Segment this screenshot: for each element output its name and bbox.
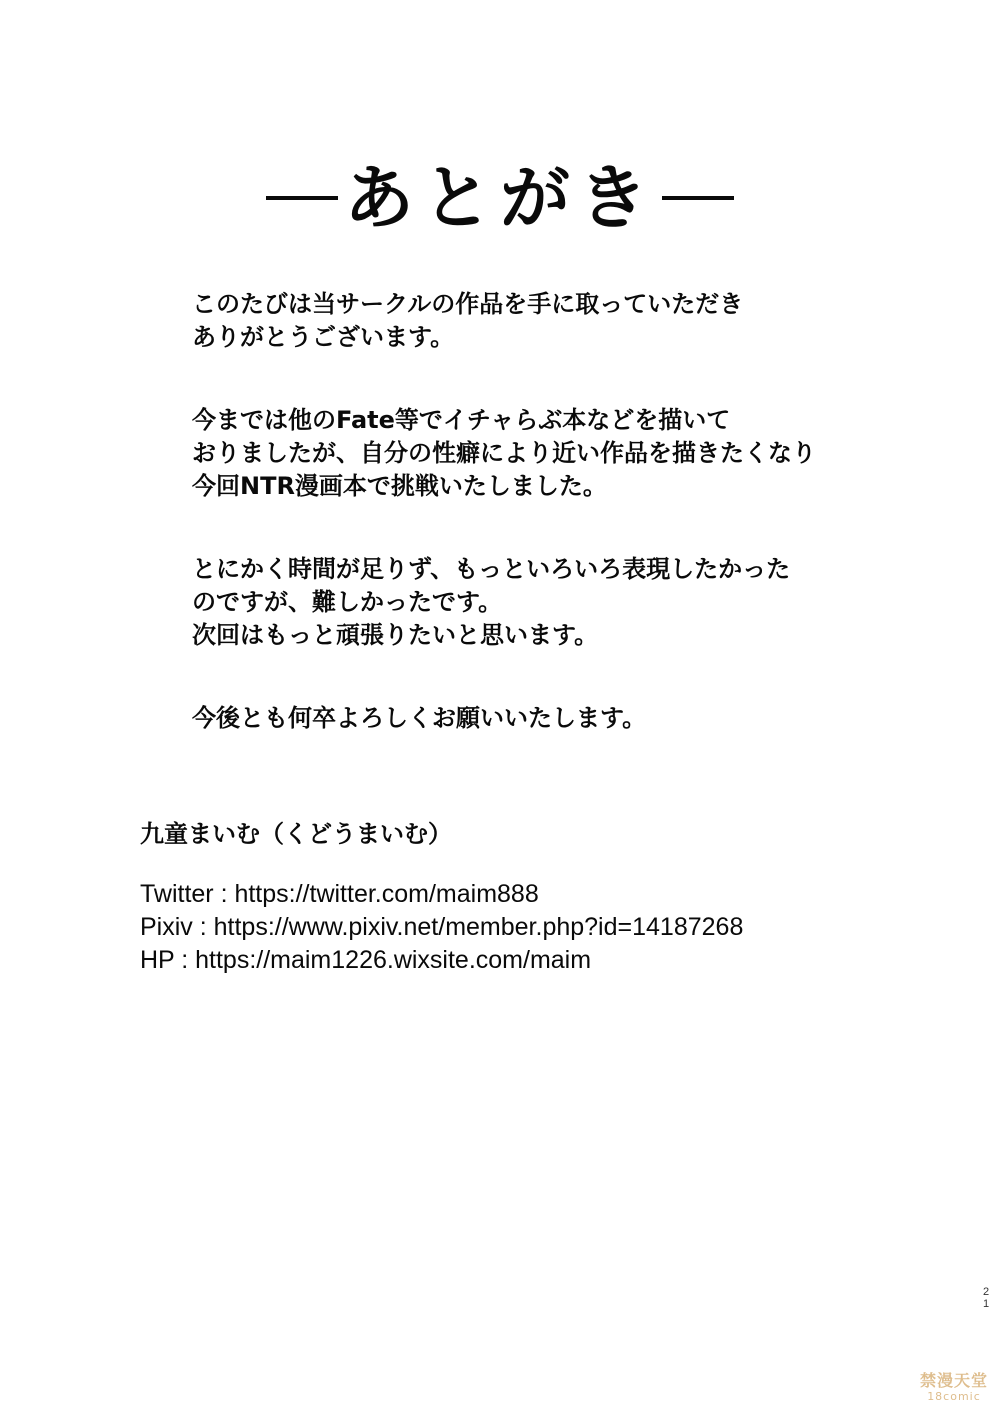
- body-line: 今までは他のFate等でイチャらぶ本などを描いて: [192, 406, 731, 434]
- author-name: 九童まいむ（くどうまいむ）: [140, 820, 452, 848]
- homepage-link[interactable]: HP : https://maim1226.wixsite.com/maim: [140, 946, 592, 974]
- author-links: [140, 878, 743, 977]
- page-number-digit: 2: [983, 1286, 990, 1298]
- watermark-subtitle: 18comic: [927, 1390, 981, 1403]
- body-line: 今回NTR漫画本で挑戦いたしました。: [192, 472, 607, 500]
- title-dash-right: [662, 196, 734, 200]
- site-watermark: [912, 1372, 996, 1408]
- paragraph-background: [192, 404, 872, 503]
- body-line: 今後とも何卒よろしくお願いいたします。: [192, 704, 647, 732]
- body-line: おりましたが、自分の性癖により近い作品を描きたくなり: [192, 439, 816, 467]
- page-title: あとがき: [344, 156, 656, 239]
- page-number: [983, 1286, 989, 1310]
- pixiv-link[interactable]: Pixiv : https://www.pixiv.net/member.php?id=14187268: [140, 913, 744, 941]
- title-dash-left: [266, 196, 338, 200]
- body-line: このたびは当サークルの作品を手に取っていただき: [192, 290, 744, 318]
- paragraph-closing: [192, 702, 872, 735]
- body-line: 次回はもっと頑張りたいと思います。: [192, 621, 599, 649]
- page-number-digit: 1: [983, 1298, 990, 1310]
- body-line: ありがとうございます。: [192, 323, 455, 351]
- twitter-link[interactable]: Twitter : https://twitter.com/maim888: [140, 880, 539, 908]
- watermark-title: 禁漫天堂: [919, 1371, 988, 1390]
- body-line: とにかく時間が足りず、もっといろいろ表現したかった: [192, 555, 791, 583]
- paragraph-thanks: [192, 288, 872, 354]
- paragraph-reflection: [192, 553, 872, 652]
- body-line: のですが、難しかったです。: [192, 588, 503, 616]
- afterword-body: [192, 288, 872, 785]
- afterword-heading: [0, 148, 1000, 248]
